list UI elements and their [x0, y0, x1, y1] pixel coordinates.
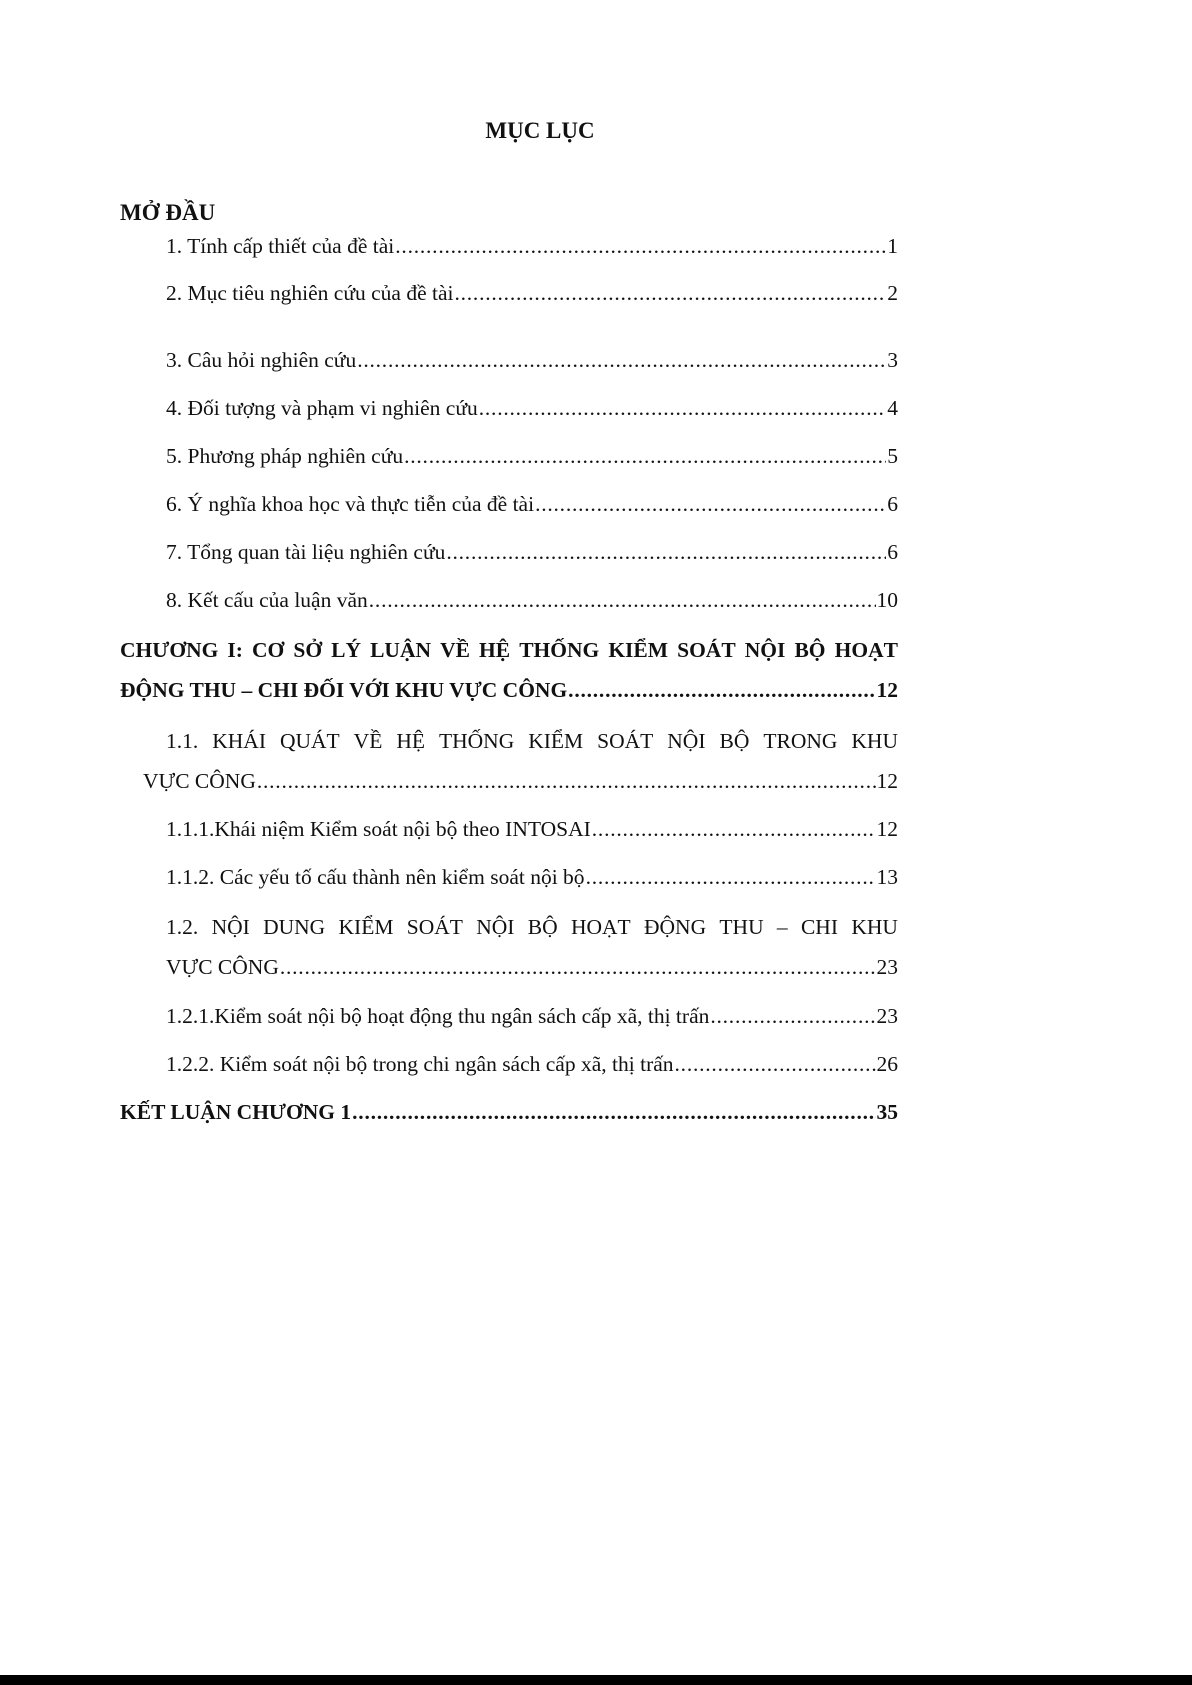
toc-entry-label: 1.1.2. Các yếu tố cấu thành nên kiểm soát nội bộ [166, 865, 585, 889]
toc-entry[interactable] [166, 494, 898, 516]
word: BỘ [719, 729, 750, 753]
word: CHI [800, 915, 838, 939]
toc-entry-label: 1.2.1.Kiểm soát nội bộ hoạt động thu ngân sách cấp xã, thị trấn [166, 1004, 710, 1028]
intro-heading: MỞ ĐẦU [120, 200, 216, 225]
word: VỀ [440, 638, 470, 662]
toc-entry-page: 5 [887, 444, 898, 468]
toc-entry-label: VỰC CÔNG [143, 769, 256, 793]
section-1-1-line2[interactable] [143, 771, 898, 793]
word: NỘI [744, 638, 786, 662]
word: – [776, 915, 788, 939]
word: KHU [851, 729, 898, 753]
bottom-border [0, 1675, 1192, 1685]
toc-entry-label: 8. Kết cấu của luận văn [166, 588, 368, 612]
word: LUẬN [370, 638, 431, 662]
toc-entry-page: 1 [887, 234, 898, 258]
word: KIỂM [528, 729, 584, 753]
word: 1.1. [166, 729, 199, 753]
toc-entry[interactable] [166, 542, 898, 564]
toc-entry-page: 12 [876, 678, 898, 702]
toc-entry-page: 12 [876, 817, 898, 841]
toc-entry-page: 10 [876, 588, 898, 612]
dot-leader [454, 283, 886, 305]
word: 1.2. [166, 915, 199, 939]
section-1-2-line1[interactable] [166, 917, 898, 939]
word: SOÁT [677, 638, 736, 662]
word: BỘ [794, 638, 826, 662]
toc-entry-label: 7. Tổng quan tài liệu nghiên cứu [166, 540, 446, 564]
toc-entry-label: 6. Ý nghĩa khoa học và thực tiễn của đề tài [166, 492, 535, 516]
word: LÝ [331, 638, 361, 662]
toc-entry-page: 35 [876, 1100, 898, 1124]
dot-leader [479, 398, 887, 420]
toc-entry[interactable] [166, 446, 898, 468]
toc-entry[interactable] [166, 590, 898, 612]
toc-entry[interactable] [166, 350, 898, 372]
dot-leader [395, 236, 886, 258]
chapter1-title-line2[interactable] [120, 680, 898, 702]
dot-leader [257, 771, 876, 793]
dot-leader [369, 590, 876, 612]
word: NỘI [211, 915, 250, 939]
word: KIỂM [608, 638, 669, 662]
toc-entry[interactable] [166, 1006, 898, 1028]
dot-leader [446, 542, 886, 564]
word: CƠ [252, 638, 285, 662]
word: TRONG [763, 729, 838, 753]
word: HOẠT [834, 638, 898, 662]
word: KHU [851, 915, 898, 939]
word: NỘI [476, 915, 515, 939]
toc-entry[interactable] [166, 1054, 898, 1076]
toc-entry-page: 6 [887, 492, 898, 516]
toc-entry[interactable] [166, 398, 898, 420]
dot-leader [710, 1006, 875, 1028]
toc-entry-label: 4. Đối tượng và phạm vi nghiên cứu [166, 396, 478, 420]
toc-entry-label: 5. Phương pháp nghiên cứu [166, 444, 404, 468]
conclusion-entry[interactable] [120, 1102, 898, 1124]
word: HỆ [479, 638, 511, 662]
toc-entry-label: 1.2.2. Kiểm soát nội bộ trong chi ngân sách cấp xã, thị trấn [166, 1052, 674, 1076]
dot-leader [280, 957, 876, 979]
toc-entry-label: 1.1.1.Khái niệm Kiểm soát nội bộ theo INTOSAI [166, 817, 591, 841]
toc-entry-label: ĐỘNG THU – CHI ĐỐI VỚI KHU VỰC CÔNG [120, 678, 568, 702]
dot-leader [352, 1102, 875, 1124]
word: VỀ [353, 729, 383, 753]
word: BỘ [527, 915, 558, 939]
toc-entry-label: 1. Tính cấp thiết của đề tài [166, 234, 395, 258]
word: KIỂM [338, 915, 394, 939]
toc-entry[interactable] [166, 867, 898, 889]
toc-title: MỤC LỤC [485, 118, 595, 143]
toc-entry-page: 12 [876, 769, 898, 793]
toc-entry-page: 23 [876, 1004, 898, 1028]
word: NỘI [667, 729, 706, 753]
word: HỆ [396, 729, 425, 753]
word: KHÁI [212, 729, 266, 753]
toc-entry-label: 2. Mục tiêu nghiên cứu của đề tài [166, 281, 454, 305]
word: SỞ [293, 638, 323, 662]
word: ĐỘNG [643, 915, 707, 939]
toc-entry-page: 2 [887, 281, 898, 305]
dot-leader [535, 494, 886, 516]
toc-entry-page: 4 [887, 396, 898, 420]
dot-leader [357, 350, 886, 372]
dot-leader [586, 867, 876, 889]
toc-entry-page: 13 [876, 865, 898, 889]
toc-entry-page: 6 [887, 540, 898, 564]
toc-entry-page: 26 [876, 1052, 898, 1076]
word: THU [719, 915, 764, 939]
toc-entry-page: 3 [887, 348, 898, 372]
dot-leader [404, 446, 886, 468]
toc-entry[interactable] [166, 283, 898, 305]
word: CHƯƠNG [120, 638, 219, 662]
dot-leader [592, 819, 876, 841]
toc-entry[interactable] [166, 236, 898, 258]
section-1-2-line2[interactable] [166, 957, 898, 979]
toc-entry-label: VỰC CÔNG [166, 955, 279, 979]
word: I: [227, 638, 243, 662]
dot-leader [568, 680, 875, 702]
toc-entry-page: 23 [876, 955, 898, 979]
word: QUÁT [279, 729, 340, 753]
toc-entry-label: 3. Câu hỏi nghiên cứu [166, 348, 357, 372]
word: SOÁT [406, 915, 463, 939]
toc-entry-label: KẾT LUẬN CHƯƠNG 1 [120, 1100, 352, 1124]
toc-entry[interactable] [166, 819, 898, 841]
dot-leader [675, 1054, 876, 1076]
word: THỐNG [519, 638, 600, 662]
section-1-1-line1[interactable] [166, 731, 898, 753]
word: HOẠT [570, 915, 631, 939]
word: SOÁT [597, 729, 654, 753]
chapter1-title-line1[interactable] [120, 640, 898, 662]
word: DUNG [263, 915, 326, 939]
word: THỐNG [438, 729, 515, 753]
